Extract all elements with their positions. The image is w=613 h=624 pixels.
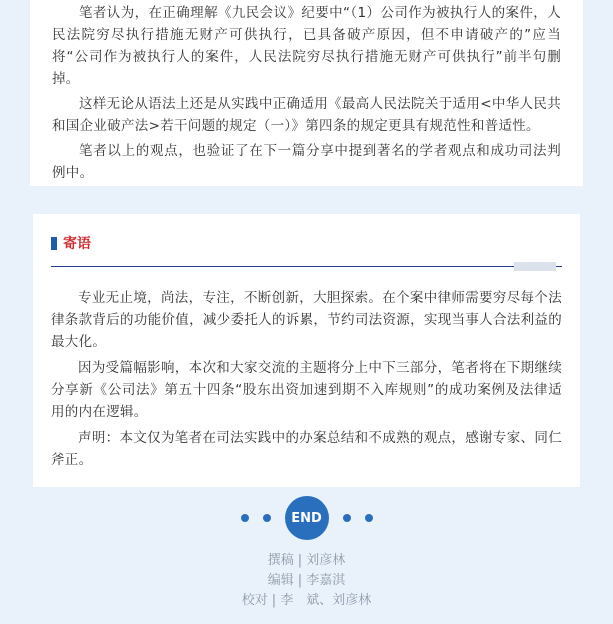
article-conclusion-card bbox=[30, 0, 583, 186]
closing-paragraph: 因为受篇幅影响，本次和大家交流的主题将分上中下三部分，笔者将在下期继续分享新《公司法》第五十四条“股东出资加速到期不入库规则”的成功案例及法律适用的内在逻辑。 bbox=[51, 360, 562, 420]
disclaimer-paragraph: 声明：本文仅为笔者在司法实践中的办案总结和不成熟的观点，感谢专家、同仁斧正。 bbox=[51, 430, 562, 468]
dot-icon bbox=[263, 514, 271, 522]
credit-names: 李嘉淇 bbox=[306, 573, 346, 588]
body-paragraph: 这样无论从语法上还是从实践中正确适用《最高人民法院关于适用<中华人民共和国企业破产法>若干问题的规定（一）》第四条的规定更具有规范性和普适性。 bbox=[52, 96, 561, 134]
divider-highlight bbox=[514, 262, 556, 271]
divider-line bbox=[51, 266, 562, 267]
heading-divider bbox=[51, 262, 562, 272]
section-heading bbox=[51, 232, 562, 254]
credits-block bbox=[0, 551, 613, 611]
credit-role: 撰稿 bbox=[267, 553, 294, 568]
dot-icon bbox=[343, 514, 351, 522]
credit-names: 李 斌、刘彦林 bbox=[280, 593, 372, 608]
credit-line-editor bbox=[0, 571, 613, 591]
dot-icon bbox=[241, 514, 249, 522]
closing-paragraph: 专业无止境，尚法，专注，不断创新，大胆探索。在个案中律师需要穷尽每个法律条款背后的功能价值，减少委托人的诉累，节约司法资源，实现当事人合法利益的最大化。 bbox=[51, 290, 562, 350]
credit-names: 刘彦林 bbox=[306, 553, 346, 568]
body-paragraph: 笔者以上的观点，也验证了在下一篇分享中提到著名的学者观点和成功司法判例中。 bbox=[52, 143, 561, 181]
credit-separator: | bbox=[271, 593, 277, 608]
credit-role: 编辑 bbox=[267, 573, 294, 588]
credit-line-writer bbox=[0, 551, 613, 571]
credit-role: 校对 bbox=[241, 593, 268, 608]
body-paragraph: 笔者认为，在正确理解《九民会议》纪要中“（1）公司作为被执行人的案件，人民法院穷尽执行措施无财产可供执行，已具备破产原因，但不申请破产的”应当将“公司作为被执行人的案件，人民法院穷尽执行措施无财产可供执行”前半句删掉。 bbox=[52, 5, 561, 87]
credit-line-proofreader bbox=[0, 591, 613, 611]
credit-separator: | bbox=[297, 553, 303, 568]
end-badge: END bbox=[285, 496, 329, 540]
end-marker bbox=[0, 494, 613, 542]
dot-icon bbox=[365, 514, 373, 522]
credit-separator: | bbox=[297, 573, 303, 588]
heading-marker-icon bbox=[51, 237, 57, 250]
section-heading-title: 寄语 bbox=[63, 236, 91, 252]
closing-message-card bbox=[33, 214, 580, 487]
